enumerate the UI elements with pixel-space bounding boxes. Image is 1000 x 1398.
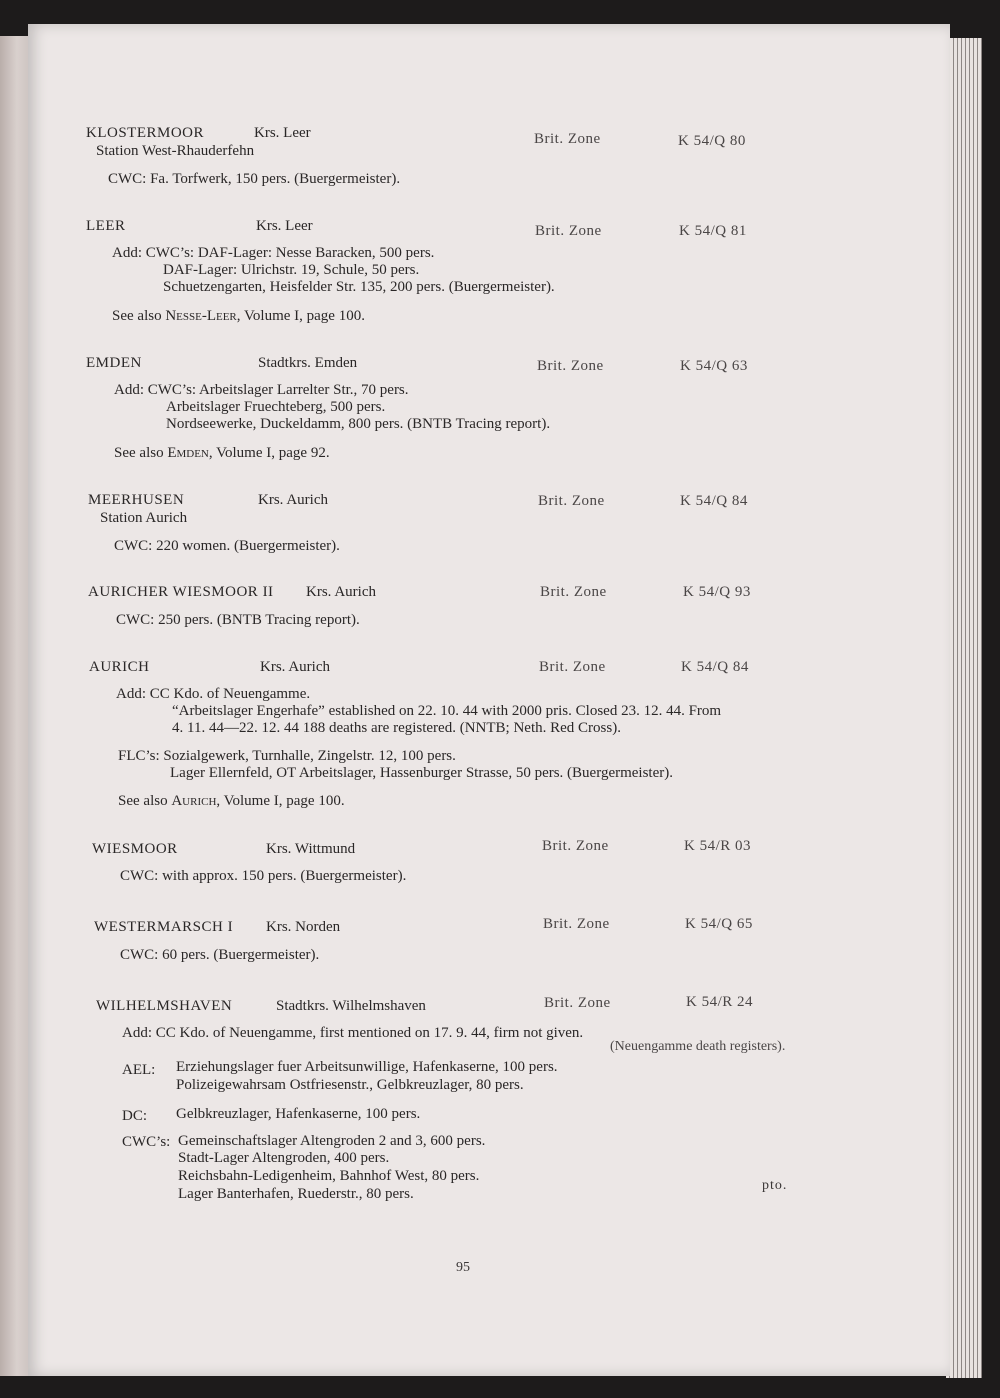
place-name: EMDEN	[86, 355, 142, 371]
add-line-1: Add: CC Kdo. of Neuengamme.	[116, 686, 311, 702]
district: Krs. Leer	[256, 218, 313, 234]
cwc-line: CWC: 250 pers. (BNTB Tracing report).	[116, 612, 360, 628]
place-name: LEER	[86, 218, 126, 234]
dc-line-1: Gelbkreuzlager, Hafenkaserne, 100 pers.	[176, 1106, 421, 1122]
ael-line-2: Polizeigewahrsam Ostfriesenstr., Gelbkreuzlager, 80 pers.	[176, 1077, 524, 1093]
cwc-label: CWC’s:	[122, 1134, 171, 1150]
district: Krs. Aurich	[306, 584, 376, 600]
place-name: MEERHUSEN	[88, 492, 185, 508]
pto-note: pto.	[762, 1178, 788, 1193]
add-line-2: “Arbeitslager Engerhafe” established on 22. 10. 44 with 2000 pris. Closed 23. 12. 44. From	[172, 703, 722, 719]
place-name: AURICH	[89, 659, 150, 675]
place-name: KLOSTERMOOR	[86, 125, 205, 141]
cwc-line: CWC: 60 pers. (Buergermeister).	[120, 947, 320, 963]
grid-reference: K 54/Q 93	[683, 584, 751, 600]
zone: Brit. Zone	[543, 916, 610, 932]
station: Station Aurich	[100, 510, 188, 526]
see-also-suffix: , Volume I, page 100.	[216, 793, 345, 809]
district: Krs. Aurich	[258, 492, 328, 508]
place-name: WIESMOOR	[92, 841, 178, 857]
cwc-line-3: Reichsbahn-Ledigenheim, Bahnhof West, 80 pers.	[178, 1168, 480, 1184]
cwc-line: CWC: 220 women. (Buergermeister).	[114, 538, 340, 554]
add-line-3: 4. 11. 44—22. 12. 44 188 deaths are registered. (NNTB; Neth. Red Cross).	[172, 720, 621, 736]
grid-reference: K 54/Q 63	[680, 358, 748, 374]
add-source: (Neuengamme death registers).	[610, 1039, 786, 1054]
place-name: AURICHER WIESMOOR II	[88, 584, 274, 600]
flc-line-1: FLC’s: Sozialgewerk, Turnhalle, Zingelstr. 12, 100 pers.	[118, 748, 456, 764]
facing-page-edge	[0, 36, 28, 1376]
add-line-2: DAF-Lager: Ulrichstr. 19, Schule, 50 pers.	[163, 262, 420, 278]
district: Krs. Leer	[254, 125, 311, 141]
see-also-suffix: , Volume I, page 100.	[236, 308, 365, 324]
ael-label: AEL:	[122, 1062, 156, 1078]
ael-line-1: Erziehungslager fuer Arbeitsunwillige, Hafenkaserne, 100 pers.	[176, 1059, 558, 1075]
district: Krs. Norden	[266, 919, 341, 935]
grid-reference: K 54/Q 80	[678, 133, 746, 149]
add-line-2: Arbeitslager Fruechteberg, 500 pers.	[166, 399, 386, 415]
place-name: WESTERMARSCH I	[94, 919, 234, 935]
zone: Brit. Zone	[538, 493, 605, 509]
see-also-reference: Emden	[167, 445, 209, 461]
see-also-prefix: See also	[112, 308, 162, 324]
district: Stadtkrs. Wilhelmshaven	[276, 998, 426, 1014]
add-line-1: Add: CWC’s: Arbeitslager Larrelter Str., 70 pers.	[114, 382, 409, 398]
see-also-prefix: See also	[118, 793, 168, 809]
zone: Brit. Zone	[537, 358, 604, 374]
cwc-line-2: Stadt-Lager Altengroden, 400 pers.	[178, 1150, 390, 1166]
zone: Brit. Zone	[542, 838, 609, 854]
cwc-line-1: Gemeinschaftslager Altengroden 2 and 3, 600 pers.	[178, 1133, 486, 1149]
see-also-line	[114, 444, 330, 462]
add-line-1: Add: CWC’s: DAF-Lager: Nesse Baracken, 500 pers.	[112, 245, 435, 261]
zone: Brit. Zone	[540, 584, 607, 600]
see-also-line	[112, 307, 365, 325]
book-page	[28, 24, 950, 1376]
grid-reference: K 54/R 03	[684, 838, 752, 854]
flc-line-2: Lager Ellernfeld, OT Arbeitslager, Hassenburger Strasse, 50 pers. (Buergermeister).	[170, 765, 673, 781]
zone: Brit. Zone	[539, 659, 606, 675]
district: Krs. Aurich	[260, 659, 330, 675]
grid-reference: K 54/Q 81	[679, 223, 747, 239]
dc-label: DC:	[122, 1108, 148, 1124]
add-line: Add: CC Kdo. of Neuengamme, first mentioned on 17. 9. 44, firm not given.	[122, 1025, 584, 1041]
grid-reference: K 54/Q 84	[681, 659, 749, 675]
station: Station West-Rhauderfehn	[96, 143, 255, 159]
place-name: WILHELMSHAVEN	[96, 998, 233, 1014]
district: Krs. Wittmund	[266, 841, 356, 857]
grid-reference: K 54/R 24	[686, 994, 754, 1010]
cwc-line: CWC: with approx. 150 pers. (Buergermeister).	[120, 868, 407, 884]
zone: Brit. Zone	[534, 131, 601, 147]
see-also-prefix: See also	[114, 445, 164, 461]
zone: Brit. Zone	[544, 995, 611, 1011]
district: Stadtkrs. Emden	[258, 355, 358, 371]
add-line-3: Schuetzengarten, Heisfelder Str. 135, 200 pers. (Buergermeister).	[163, 279, 555, 295]
zone: Brit. Zone	[535, 223, 602, 239]
cwc-line: CWC: Fa. Torfwerk, 150 pers. (Buergermeister).	[108, 171, 401, 187]
grid-reference: K 54/Q 84	[680, 493, 748, 509]
cwc-line-4: Lager Banterhafen, Ruederstr., 80 pers.	[178, 1186, 414, 1202]
see-also-line	[118, 792, 345, 810]
see-also-reference: Aurich	[171, 793, 217, 809]
grid-reference: K 54/Q 65	[685, 916, 753, 932]
see-also-reference: Nesse-Leer	[165, 308, 237, 324]
page-stack-edges	[946, 38, 982, 1378]
see-also-suffix: , Volume I, page 92.	[208, 445, 330, 461]
page-number: 95	[456, 1260, 470, 1275]
add-line-3: Nordseewerke, Duckeldamm, 800 pers. (BNTB Tracing report).	[166, 416, 551, 432]
